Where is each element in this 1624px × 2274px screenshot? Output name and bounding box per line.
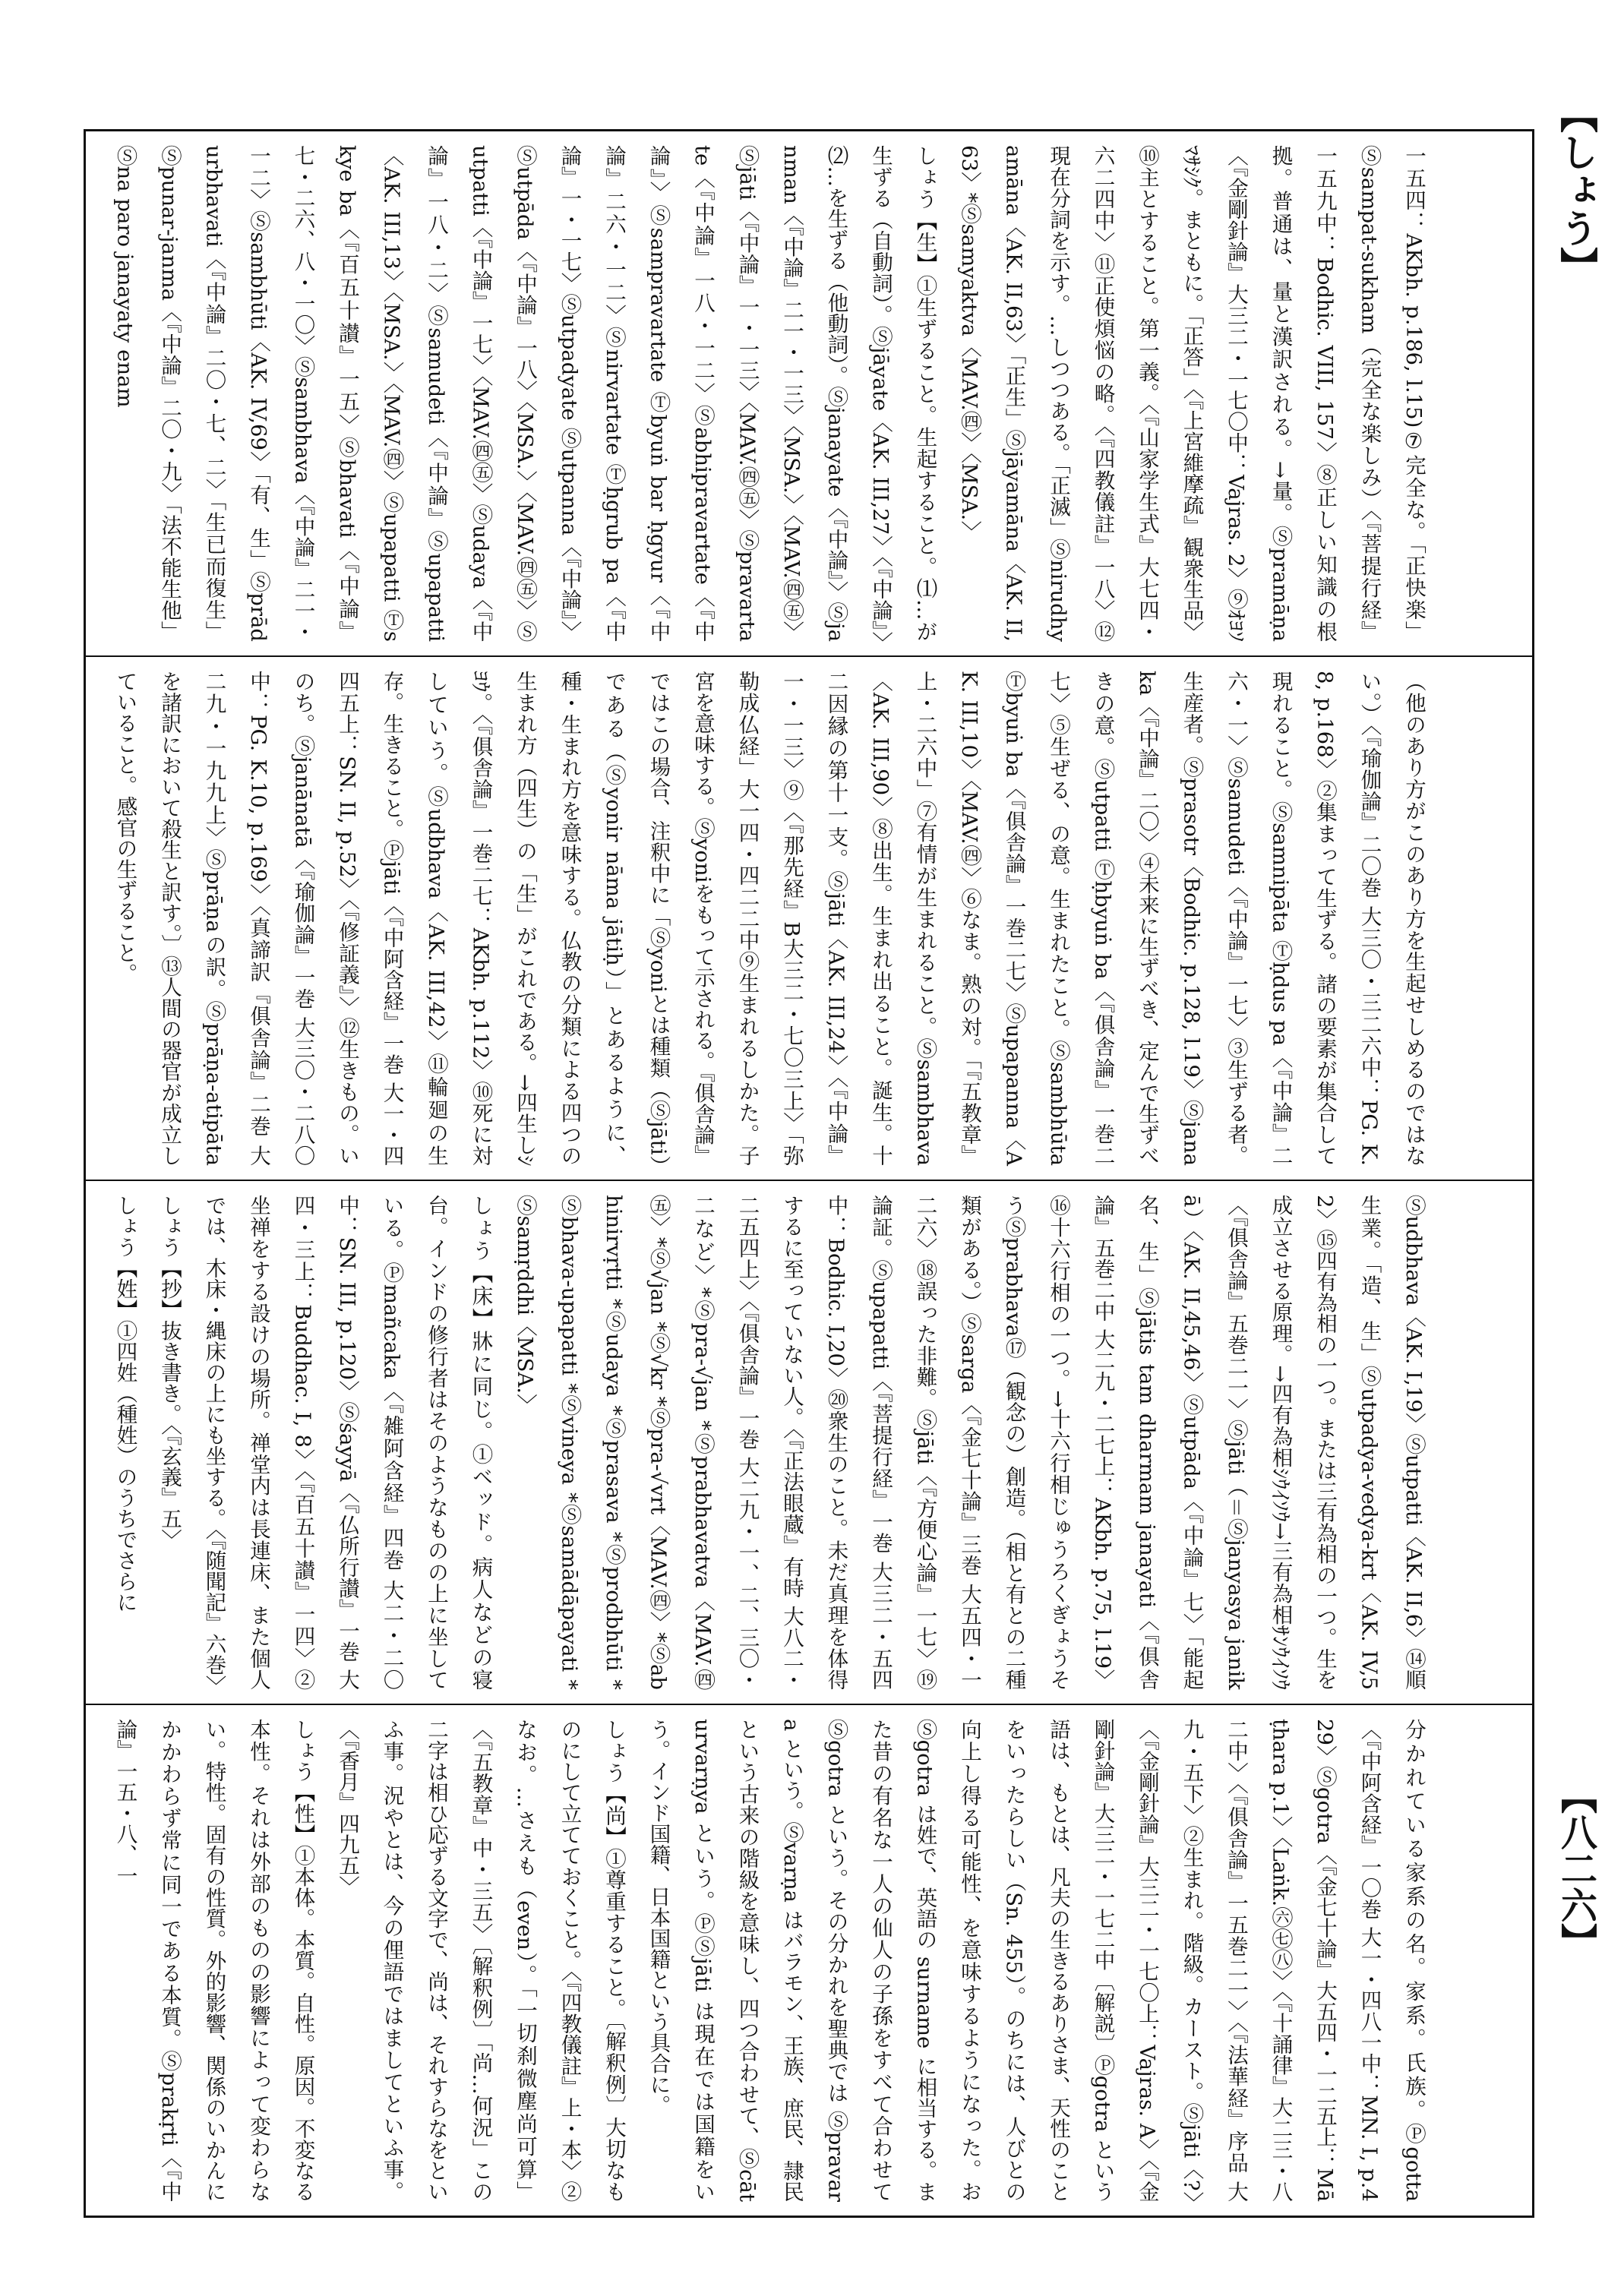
tier-3-text xyxy=(103,1195,1436,1696)
entry-paragraph: しょう【床】牀に同じ。①ベッド。病人などの寝台。インドの修行者はそのようなものの上に坐している。Ⓟmañcaka〈『雑阿含経』四巻 大二・二〇中：SN. III, p.120〉Ⓢśayyā〈『仏所行讃』一巻 大四・三上：Buddhac. I, 8〉〈『百五十讃』一四〉②坐禅をする設けの場所。禅堂内は長連床、また個人では、木床・縄床の上にも坐する。〈『随聞記』六巻〉 xyxy=(201,1195,493,1696)
entry-paragraph: しょう【性】①本体。本質。自性。原因。不変なる本性。それは外部のものの影響によって変わらない。特性。固有の性質。外的影響、関係のいかんにかかわらず常に同一である本質。Ⓢprakṛti〈『中論』一五・八、一 xyxy=(112,1719,315,2203)
entry-paragraph: しょう【生】①生ずること。生起すること。⑴…が生ずる（自動詞）。Ⓢjāyate〈AK. III,27〉〈『中論』〉⑵…を生ずる（他動詞）。Ⓢjanayate〈『中論』〉Ⓢjanman〈『中論』二一・一三〉〈MSA.〉〈MAV.㊃㊄〉Ⓢjāti〈『中論』一・一三〉〈MAV.㊃㊄〉Ⓢpravartate〈『中論』一八・一二〉Ⓢabhipravartate〈『中論』〉Ⓢsampravartate Ⓣbyuṅ bar ḥgyur〈『中論』二六・一二〉Ⓢnirvartate Ⓣḥgrub pa〈『中論』一・一七〉Ⓢutpadyate Ⓢutpanna〈『中論』〉Ⓢutpāda〈『中論』一八〉〈MSA.〉〈MAV.㊃㊄〉Ⓢutpatti〈『中論』一七〉〈MAV.㊃㊄〉Ⓢudaya〈『中論』一八・二〉Ⓢsamudeti〈『中論』Ⓢupapatti〈AK. III,13〉〈MSA.〉〈MAV.㊃〉Ⓢupapatti Ⓣskye ba〈『百五十讃』一五〉Ⓢbhavati〈『中論』七・二六、八・一〇〉Ⓢsambhava〈『中論』二一・一二〉Ⓢsambhūti〈AK. IV,69〉「有、生」Ⓢprādurbhavati〈『中論』二〇・七、二〉「生已而復生」Ⓢpunar-janma〈『中論』二〇・九〉「法不能生他」Ⓢna paro janayaty enam xyxy=(112,145,937,642)
text-tier-2 xyxy=(86,655,1532,1180)
page-number: 【八二六】 xyxy=(1554,1777,1597,1960)
entry-paragraph: しょう【尚】①尊重すること。〔解釈例〕大切なものにして立てておくこと。〈『四教儀註』上・本〉②なお。…さえも（even）。「一切刹微塵尚可算」〈『五教章』中・三五〉〔解釈例〕「尚…何況」この二字は相ひ応ずる文字で、尚は、それすらなをといふ事。況やとは、今の俚語ではましてといふ事。〈『香月』四九五〉 xyxy=(335,1719,626,2203)
entry-paragraph: （他のあり方がこのあり方を生起せしめるのではない。）〈『瑜伽論』二〇巻 大三〇・三二六中：PG. K.8, p.168〉②集まって生ずる。諸の要素が集合して現れること。Ⓢsamnipāta Ⓣḥdus pa〈『中論』二六・一〉Ⓢsamudeti〈『中論』一七〉③生ずる者。生産者。Ⓢprasotr〈Bodhic. p.128, l.19〉Ⓢjanaka〈『中論』二〇〉④未来に生ずべき、定んで生ずべきの意。Ⓢutpatti Ⓣḥbyuṅ ba〈『俱舎論』一巻二七〉⑤生ぜる、の意。生まれたこと。Ⓢsambhūta Ⓣbyuṅ ba〈『俱舎論』一巻二七〉Ⓢupapanna〈AK. III,10〉〈MAV.㊃〉⑥なま。熟の対。「『五教章』上・二六中」⑦有情が生まれること。Ⓢsambhava〈AK. III,90〉⑧出生。生まれ出ること。誕生。十二因縁の第十一支。Ⓢjāti〈AK. III,24〉〈『中論』一・一三〉⑨〈『那先経』B大三二・七〇三上〉「弥勒成仏経」大一四・四二二中⑨生まれるしかた。子宮を意味する。Ⓢyoniをもって示される。『俱舎論』ではこの場合、注釈中に「Ⓢyoniとは種類（Ⓢjāti）である（Ⓢyonir nāma jātiḥ）」とあるように、種・生まれ方を意味する。仏教の分類による四つの生まれ方（四生）の「生」がこれである。→四生しｼﾖｳ。〈『俱舎論』一巻二七：AKbh. p.112〉⑩死に対していう。Ⓢudbhava〈AK. III,42〉⑪輪廻の生存。生きること。Ⓟjāti〈『中阿含経』一巻 大一・四四五上：SN. II, p.52〉〈『修証義』〉⑫生きもの。いのち。Ⓢjanānatā〈『瑜伽論』一巻 大三〇・二八〇中：PG. K.10, p.169〉〈真諦訳『俱舎論』二巻 大二九・一九九上〉Ⓢprāṇaの訳。Ⓢprāṇa-atipātaを諸訳において殺生と訳す。〕⑬人間の器官が成立していること。感官の生ずること。 xyxy=(112,671,1426,1166)
entry-paragraph: 分かれている家系の名。家系。氏族。Ⓟgotta〈『中阿含経』一〇巻 大一・四八一中：MN. I, p.429〉Ⓢgotra〈『金七十論』大五四・一二五上：Māṭhara p.1〉〈Laṅk.㊅㊆㊇〉〈『十誦律』大二三・八二中〉〈『俱舎論』一五巻二一〉〈『法華経』序品 大九・五下〉②生まれ。階級。カースト。Ⓢjāti〈?〉〈『金剛針論』大三二・一七〇上：Vajras. A〉〈『金剛針論』大三二・一七二中〔解説〕Ⓟgotra という語は、もとは、凡夫の生きるありさま、天性のことをいったらしい（Sn. 455）。のちには、人びとの向上し得る可能性、を意味するようになった。お Ⓢgotra は姓で、英語の surname に相当する。また昔の有名な一人の仙人の子孫をすべて合わせて Ⓢgotra という。その分かれを聖典では Ⓢpravara という。Ⓢvarṇa はバラモン、王族、庶民、隷民という古来の階級を意味し、四つ合わせて、Ⓢcāturvarṇya という。ⓅⓈjāti は現在では国籍をいう。インド国籍、日本国籍という具合に。 xyxy=(646,1719,1426,2203)
tier-2-text xyxy=(103,671,1436,1166)
tier-4-text xyxy=(103,1719,1436,2202)
text-tier-1 xyxy=(86,131,1532,655)
dictionary-page-frame xyxy=(84,129,1534,2218)
entry-paragraph: しょう【姓】①四姓（種姓）のうちでさらに xyxy=(112,1195,137,1612)
tier-1-text xyxy=(103,145,1436,642)
text-tier-3 xyxy=(86,1180,1532,1704)
text-tier-4 xyxy=(86,1704,1532,2216)
running-head: 【しょう】 xyxy=(1554,95,1599,285)
entry-paragraph: Ⓢudbhava〈AK. I,19〉Ⓢutpatti〈AK. II,6〉⑭順生業。「造、生」Ⓢutpadya-vedya-krt〈AK. IV,52〉⑮四有為相の一つ。または三有為相の一つ。生を成立させる原理。→四有為相ｼｳｲｿｳ→三有為相ｻﾝｳｲｿｳ〈『俱舎論』五巻二一〉Ⓢjāti（＝Ⓢjanyasya janikā）〈AK. II,45,46〉Ⓢutpāda〈『中論』七〉「能起名、生」Ⓢjātis tam dharmam janayati〈『俱舎論』五巻二中 大二九・二七上：AKbh. p.75, l.19〉⑯十六行相の一つ。→十六行相じゅうろくぎょうそうⓈprabhava⑰（観念の）創造。（相と有との二種類がある。）Ⓢsarga〈『金七十論』三巻 大五四・一二六〉⑱誤った非難。Ⓢjāti〈『方便心論』一七〉⑲論証。Ⓢupapatti〈『菩提行経』一巻 大三二・五四中：Bodhic. I,20〉⑳衆生のこと。未だ真理を体得するに至っていない人。〈『正法眼蔵』有時 大八二・二五四上〉〈『俱舎論』一巻 大二九・一、二、三〇・二など〉*Ⓢpra-√jan *Ⓢprabhavatva〈MAV.㊃㊄〉*Ⓢ√jan *Ⓢ√kr *Ⓢpra-√vrt〈MAV.㊃〉*Ⓢabhinirvṛtti *Ⓢudaya *Ⓢprasava *Ⓢprodbhūti *Ⓢbhava-upapatti *Ⓢvineya *Ⓢsamādāpayati *Ⓢsamṛddhi〈MSA.〉 xyxy=(513,1195,1426,1690)
entry-paragraph: しょう【抄】抜き書き。〈『玄義』五〉 xyxy=(157,1195,182,1550)
entry-paragraph: 一五四：AKbh. p.186, l.15)⑦完全な。「正快楽」Ⓢsampat-sukham（完全な楽しみ）〈『菩提行経』一五九中：Bodhic. VIII, 157〉⑧正しい知識の根拠。普通は、量と漢訳される。→量。Ⓢpramāṇa〈『金剛針論』大三二・一七〇中：Vajras. 2〉⑨ｵﾖｿﾏｻｼｸ。まともに。「正答」〈『上宮維摩疏』観衆生品〉⑩主とすること。第一義。〈『山家学生式』大七四・六二四中〉⑪正使煩悩の略。〈『四教儀註』一八〉⑫現在分詞を示す。…しつつある。「正滅」Ⓢnirudhyamāna〈AK. II,63〉「正生」Ⓢjāyamāna〈AK. II,63〉*Ⓢsamyaktva〈MAV.㊃〉〈MSA.〉 xyxy=(957,145,1426,642)
